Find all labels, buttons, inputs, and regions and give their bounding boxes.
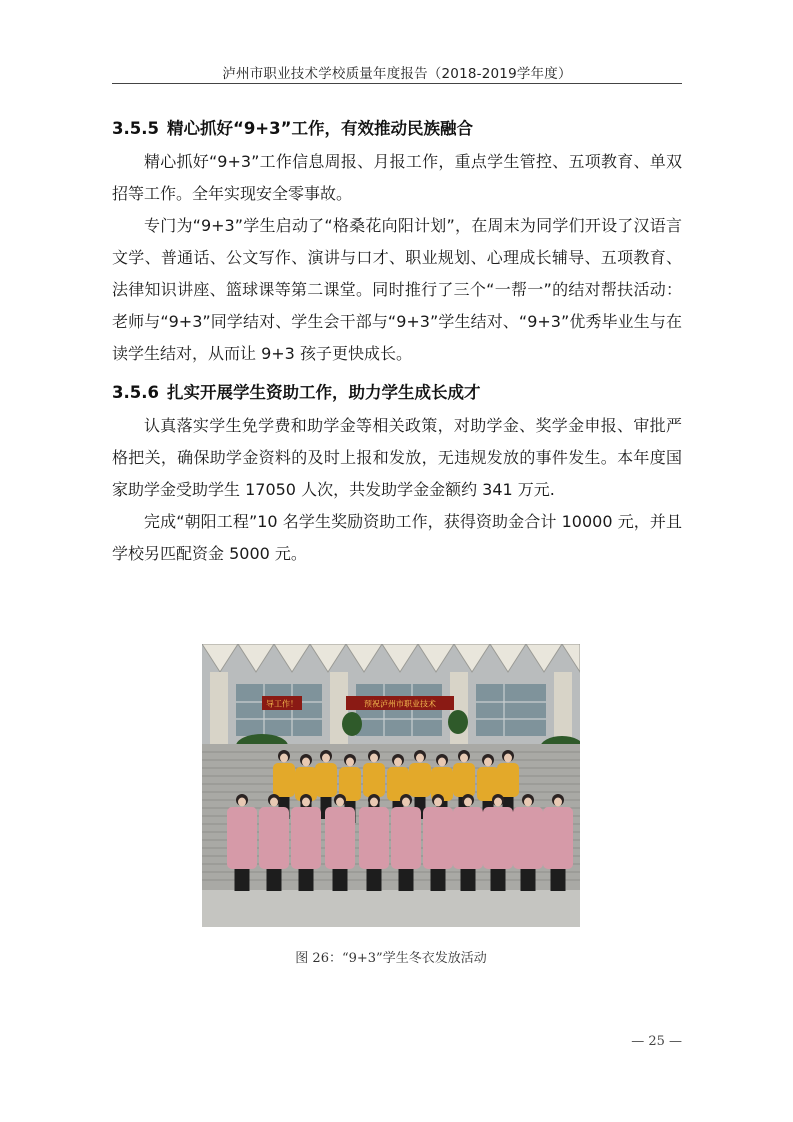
page-number: — 25 — <box>631 1034 682 1049</box>
banner-text-right: 预祝泸州市职业技术 <box>364 699 436 709</box>
paragraph: 完成“朝阳工程”10 名学生奖励资助工作，获得资助金合计 10000 元，并且学校另匹配资金 5000 元。 <box>112 512 682 563</box>
banner-text-left: 导工作！ <box>266 699 298 709</box>
paragraph: 认真落实学生免学费和助学金等相关政策，对助学金、奖学金申报、审批严格把关，确保助学金资料的及时上报和发放，无违规发放的事件发生。本年度国家助学金受助学生 17050 人次，共发助学金金额约 341 万元. <box>112 416 682 499</box>
header-rule <box>112 83 682 84</box>
paragraph: 精心抓好“9+3”工作信息周报、月报工作，重点学生管控、五项教育、单双招等工作。全年实现安全零事故。 <box>112 152 682 203</box>
paragraph: 专门为“9+3”学生启动了“格桑花向阳计划”，在周末为同学们开设了汉语言文学、普通话、公文写作、演讲与口才、职业规划、心理成长辅导、五项教育、法律知识讲座、篮球课等第二课堂。同时推行了三个“一帮一”的结对帮扶活动：老师与“9+3”同学结对、学生会干部与“9+3”学生结对、“9+3”优秀毕业生与在读学生结对，从而让 9+3 孩子更快成长。 <box>112 216 682 363</box>
document-body <box>112 112 682 570</box>
section-number: 3.5.5 <box>112 119 159 138</box>
section-heading-3-5-5 <box>112 112 682 146</box>
page-header: 泸州市职业技术学校质量年度报告（2018-2019学年度） <box>222 66 572 82</box>
section-title: 扎实开展学生资助工作，助力学生成长成才 <box>166 383 481 402</box>
figure-caption: 图 26：“9+3”学生冬衣发放活动 <box>295 951 487 966</box>
group-photo <box>202 644 580 927</box>
section-heading-3-5-6 <box>112 376 682 410</box>
section-title: 精心抓好“9+3”工作，有效推动民族融合 <box>166 119 473 138</box>
section-number: 3.5.6 <box>112 383 159 402</box>
